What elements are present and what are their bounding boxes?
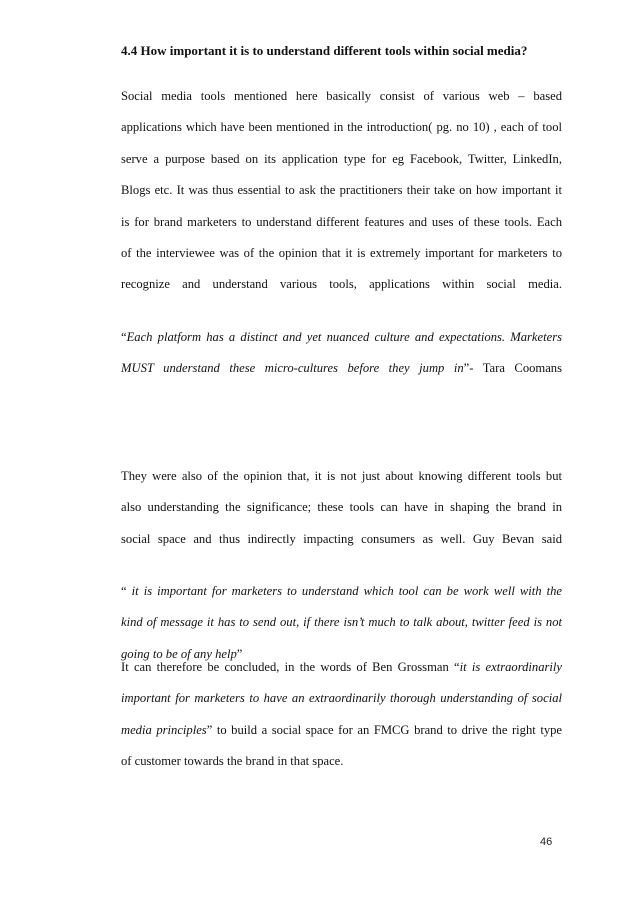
text-line: serve a purpose based on its application type for eg Facebook, Twitter, LinkedIn, <box>121 151 562 166</box>
quote-tara-coomans <box>121 322 562 385</box>
quote-text: media principles <box>121 722 207 737</box>
quote-text: important for marketers to have an extraordinarily thorough understanding of social <box>121 691 562 706</box>
quote-text: going to be of any help <box>121 646 237 661</box>
page-number: 46 <box>540 836 553 848</box>
text-line <box>121 576 562 607</box>
paragraph-tools-intro <box>121 81 562 301</box>
text-line <box>121 652 562 683</box>
text-line: is for brand marketers to understand different features and uses of these tools. Each <box>121 214 562 229</box>
text-line <box>121 683 562 714</box>
text-line: They were also of the opinion that, it is not just about knowing different tools but <box>121 469 562 483</box>
text-line <box>121 353 562 384</box>
conclusion-text: It can therefore be concluded, in the words of Ben Grossman “ <box>121 660 460 674</box>
text-line: also understanding the significance; these tools can have in shaping the brand in <box>121 500 562 515</box>
text-line: recognize and understand various tools, applications within social media. <box>121 277 562 292</box>
paragraph-significance <box>121 461 562 555</box>
quote-attribution: ”- Tara Coomans <box>463 361 562 376</box>
section-heading: 4.4 How important it is to understand different tools within social media? <box>121 43 528 58</box>
quote-text: it is important for marketers to understand which tool can be work well with the <box>131 584 562 598</box>
text-line: Blogs etc. It was thus essential to ask the practitioners their take on how important it <box>121 183 562 198</box>
text-line <box>121 715 562 746</box>
text-line: Social media tools mentioned here basically consist of various web – based <box>121 89 562 103</box>
text-line: social space and thus indirectly impacting consumers as well. Guy Bevan said <box>121 531 562 546</box>
quote-open-mark: “ <box>121 330 127 344</box>
page-content <box>121 41 563 769</box>
quote-close-mark: ” <box>236 646 243 661</box>
quote-text: kind of message it has to send out, if there isn’t much to talk about, twitter feed is not <box>121 615 562 630</box>
quote-text: Each platform has a distinct and yet nuanced culture and expectations. Marketers <box>126 330 562 344</box>
text-line: applications which have been mentioned in the introduction( pg. no 10) , each of tool <box>121 120 562 135</box>
paragraph-conclusion <box>121 652 562 778</box>
quote-text: MUST understand these micro-cultures before they jump in <box>121 361 464 376</box>
conclusion-text: ” to build a social space for an FMCG brand to drive the right type <box>206 722 562 737</box>
text-line: of the interviewee was of the opinion that it is extremely important for marketers to <box>121 246 562 261</box>
quote-open-mark: “ <box>121 584 132 598</box>
quote-text: it is extraordinarily <box>459 660 563 674</box>
text-line <box>121 607 562 638</box>
text-line: of customer towards the brand in that space. <box>121 754 344 769</box>
text-line <box>121 322 562 353</box>
